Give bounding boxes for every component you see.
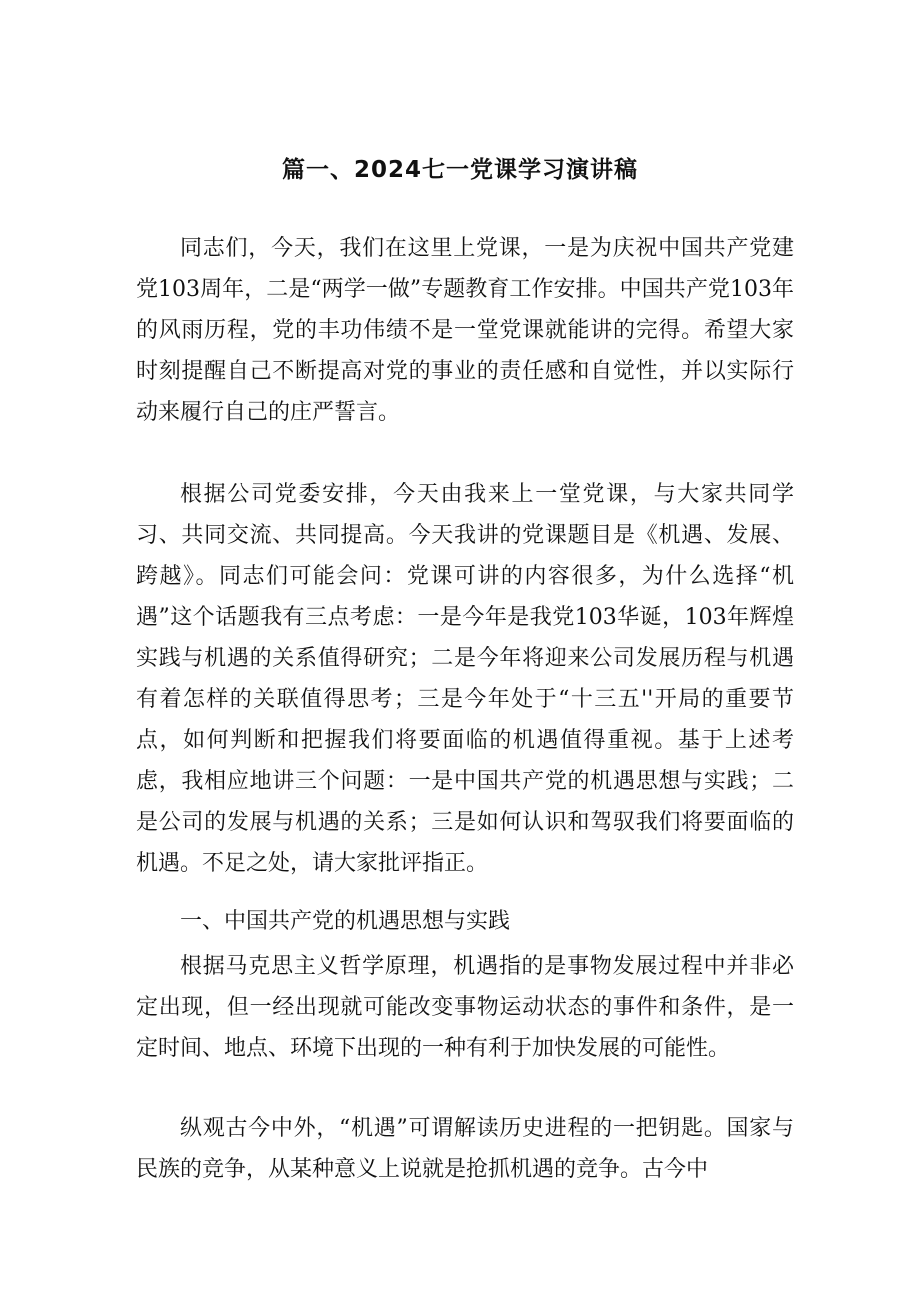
document-title: 篇一、2024七一党课学习演讲稿 — [281, 157, 638, 183]
paragraph-topic: 根据公司党委安排，今天由我来上一堂党课，与大家共同学习、共同交流、共同提高。今天我讲的党课题目是《机遇、发展、跨越》。同志们可能会问：党课可讲的内容很多，为什么选择“机遇”这个话题我有三点考虑：一是今年是我党103华诞，103年辉煌实践与机遇的关系值得研究；二是今年将迎来公司发展历程与机遇有着怎样的关联值得思考；三是今年处于“十三五''开局的重要节点，如何判断和把握我们将要面临的机遇值得重视。基于上述考虑，我相应地讲三个问题：一是中国共产党的机遇思想与实践；二是公司的发展与机遇的关系；三是如何认识和驾驭我们将要面临的机遇。不足之处，请大家批评指正。 — [136, 482, 794, 876]
paragraph-definition: 根据马克思主义哲学原理，机遇指的是事物发展过程中并非必定出现，但一经出现就可能改变事物运动状态的事件和条件，是一定时间、地点、环境下出现的一种有利于加快发展的可能性。 — [136, 954, 794, 1061]
paragraph-history: 纵观古今中外，“机遇”可谓解读历史进程的一把钥匙。国家与民族的竞争，从某种意义上说就是抢抓机遇的竞争。古今中 — [136, 1116, 794, 1182]
paragraph-opening: 同志们，今天，我们在这里上党课，一是为庆祝中国共产党建党103周年，二是“两学一做”专题教育工作安排。中国共产党103年的风雨历程，党的丰功伟绩不是一堂党课就能讲的完得。希望大家时刻提醒自己不断提高对党的事业的责任感和自觉性，并以实际行动来履行自己的庄严誓言。 — [136, 236, 794, 425]
section-heading: 一、中国共产党的机遇思想与实践 — [180, 909, 511, 934]
